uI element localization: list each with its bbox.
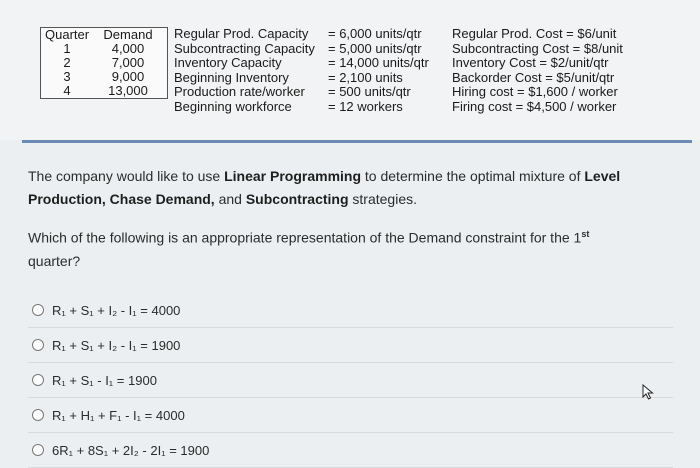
quarter-header: Quarter <box>45 27 90 42</box>
cost-list <box>452 27 623 114</box>
cost-item: Inventory Cost = $2/unit/qtr <box>452 55 609 70</box>
capacity-value: = 5,000 units/qtr <box>328 40 422 56</box>
capacity-value: = 2,100 units <box>328 69 403 85</box>
intro-text: strategies. <box>348 191 417 207</box>
radio-button[interactable] <box>32 374 44 386</box>
option-label: 6R₁ + 8S₁ + 2I₂ - 2I₁ = 1900 <box>52 442 210 458</box>
table-row <box>41 56 167 70</box>
table-row <box>41 84 167 98</box>
option-label: R₁ + S₁ + I₂ - I₁ = 4000 <box>52 302 181 318</box>
question-text <box>28 165 668 285</box>
answer-option[interactable] <box>28 398 673 433</box>
capacity-label: Beginning Inventory <box>174 69 289 85</box>
radio-button[interactable] <box>32 409 44 421</box>
capacity-value: = 12 workers <box>328 98 403 114</box>
cost-item: Hiring cost = $1,600 / worker <box>452 84 618 99</box>
option-label: R₁ + H₁ + F₁ - I₁ = 4000 <box>52 407 185 423</box>
cost-item: Firing cost = $4,500 / worker <box>452 98 617 114</box>
answer-option[interactable] <box>28 433 673 468</box>
question-intro <box>28 165 668 211</box>
cost-item: Regular Prod. Cost = $6/unit <box>452 26 617 41</box>
intro-text: and <box>214 191 246 207</box>
demand-header: Demand <box>103 27 153 42</box>
capacity-label: Beginning workforce <box>174 98 292 114</box>
capacity-label: Inventory Capacity <box>174 55 282 70</box>
demand-cell: 4,000 <box>111 41 145 56</box>
cost-item: Subcontracting Cost = $8/unit <box>452 40 623 56</box>
ask-end-text: quarter? <box>28 252 81 269</box>
answer-option[interactable] <box>28 363 673 398</box>
table-row <box>41 70 167 84</box>
answer-option[interactable] <box>28 328 673 363</box>
ask-superscript: st <box>581 229 590 239</box>
radio-button[interactable] <box>32 444 44 456</box>
option-label: R₁ + S₁ + I₂ - I₁ = 1900 <box>52 337 181 353</box>
capacity-label: Subcontracting Capacity <box>174 40 315 56</box>
question-ask <box>28 223 668 273</box>
capacity-labels <box>174 27 315 114</box>
quarter-cell: 1 <box>63 41 71 56</box>
problem-data-panel <box>0 0 700 140</box>
demand-table-header <box>41 28 167 42</box>
ask-text: Which of the following is an appropriate representation of the Demand constraint for the 1 <box>28 229 582 246</box>
demand-cell: 7,000 <box>111 55 145 70</box>
quarter-cell: 3 <box>63 69 71 84</box>
radio-button[interactable] <box>32 339 44 351</box>
intro-bold: Linear Programming <box>224 168 362 184</box>
section-divider <box>22 140 692 143</box>
cost-item: Backorder Cost = $5/unit/qtr <box>452 69 615 85</box>
intro-text: The company would like to use <box>28 168 225 184</box>
demand-table <box>40 27 168 99</box>
intro-bold: Level Production, Chase Demand, <box>28 168 621 207</box>
answer-options <box>28 293 673 468</box>
option-label: R₁ + S₁ - I₁ = 1900 <box>52 372 157 388</box>
mouse-cursor-icon <box>642 384 654 400</box>
capacity-label: Regular Prod. Capacity <box>174 26 309 41</box>
capacity-label: Production rate/worker <box>174 84 305 99</box>
capacity-value: = 500 units/qtr <box>328 84 411 99</box>
quarter-cell: 2 <box>63 55 71 70</box>
intro-bold: Subcontracting <box>245 191 349 207</box>
table-row <box>41 42 167 56</box>
demand-cell: 13,000 <box>108 83 148 98</box>
radio-button[interactable] <box>32 304 44 316</box>
answer-option[interactable] <box>28 293 673 328</box>
quarter-cell: 4 <box>63 83 71 98</box>
intro-text: to determine the optimal mixture of <box>361 168 585 184</box>
capacity-value: = 14,000 units/qtr <box>328 55 429 70</box>
capacity-values <box>328 27 429 114</box>
capacity-value: = 6,000 units/qtr <box>328 26 422 41</box>
demand-cell: 9,000 <box>111 69 145 84</box>
